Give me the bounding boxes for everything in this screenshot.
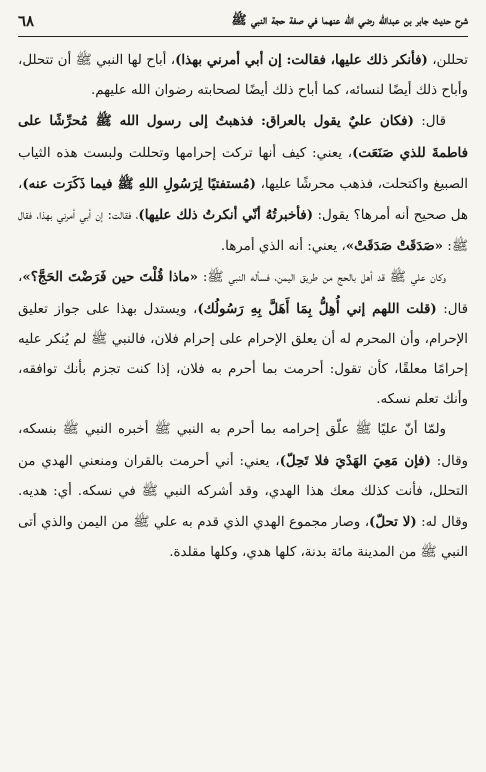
quote-run: (مُستفتيًا لِرَسُولِ اللهِ ﷺ فيما ذَكَرَت عنه) xyxy=(22,175,256,192)
paragraph-4 xyxy=(18,415,468,568)
text-run: ، قال: xyxy=(18,270,468,317)
text-run: ، يعني: كيف أنها تركت إحرامها وتحللت ولبست هذه الثياب الصبيغ واكتحلت، فذهب محرشًا عليها، xyxy=(18,145,468,192)
text-run: ولمّا أنّ عليًا ﷺ علّق إحرامه بما أحرم به النبي ﷺ أخبره النبي ﷺ بنسكه، وقال: xyxy=(18,422,468,469)
paragraph-1 xyxy=(18,45,468,106)
text-run: ، وصار مجموع الهدي الذي قدم به علي ﷺ من اليمن والذي أتى النبي ﷺ من المدينة مائة بدنة، كلها هدي، وكلها مقلدة. xyxy=(18,515,468,561)
text-run: قال: xyxy=(413,114,446,130)
page-number: ٦٨ xyxy=(18,12,35,30)
text-run: ، ويستدل بهذا على جواز تعليق الإحرام، وأن المحرم له أن يعلق الإحرام على إحرام فلان، فالنبي ﷺ لم يُنكر عليه إحرامًا معلقًا، كأن تقول: أحرمت بما أحرم به فلان، إذا كنت تجزم بأنك توافقه، وأنك تعلم نسكه. xyxy=(18,301,468,408)
quote-run: «ماذا قُلْتَ حين فَرَضْتَ الحَجَّ؟» xyxy=(22,269,199,286)
quote-run: (فإن مَعِيَ الهَدْيَ فلا تَحِلّ) xyxy=(279,452,431,469)
quote-run: (قلت اللهم إني أُهِلُّ بِمَا أَهَلَّ بِهِ رَسُولُك) xyxy=(197,300,437,317)
running-header-title: شرح حديث جابر بن عبدالله رضي الله عنهما في صفة حجة النبي ﷺ xyxy=(231,11,468,27)
quote-run: «صَدَقَتْ صَدَقَتْ» xyxy=(345,238,444,255)
paragraph-3 xyxy=(18,262,468,415)
header-divider xyxy=(18,36,468,37)
text-run: وكان علي ﷺ قد أهل بالحج من طريق اليمن، فسأله النبي ﷺ: xyxy=(198,270,446,286)
quote-run: (لا تحلّ) xyxy=(369,514,417,531)
text-run: تحللن، xyxy=(427,53,468,68)
page-header xyxy=(18,6,468,36)
text-run: ، هل صحيح أنه أمرها؟ يقول: xyxy=(18,176,468,224)
text-run: ، يعني: أنه الذي أمرها. xyxy=(220,239,346,255)
text-run: ، أباح لها النبي ﷺ أن تتحلل، وأباح ذلك أيضًا لنسائه، كما أباح ذلك أيضًا لصحابته رضوان الله عليهم. xyxy=(18,53,468,99)
body-text xyxy=(18,45,468,568)
quote-run: (فكان عليٌ يقول بالعراق: فذهبتُ إلى رسول الله ﷺ مُحرِّشًا على فاطمةَ للذي صَنَعَت) xyxy=(18,113,468,161)
paragraph-2 xyxy=(18,106,468,262)
text-run: ، يعني: أني أحرمت بالقران ومنعني الهدي من التحلل، فأنت كذلك معك هذا الهدي، وقد أشركه النبي ﷺ في نسكه. أي: هديه. وقال له: xyxy=(18,453,468,531)
text-run: ، فقالت: إن أبي أمرني بهذا، فقال ﷺ: xyxy=(18,208,468,255)
quote-run: (فأنكر ذلك عليها، فقالت: إن أبي أمرني بهذا) xyxy=(175,52,428,68)
quote-run: (فأخبرتُهُ أنّي أنكرتُ ذلك عليها) xyxy=(138,207,314,224)
